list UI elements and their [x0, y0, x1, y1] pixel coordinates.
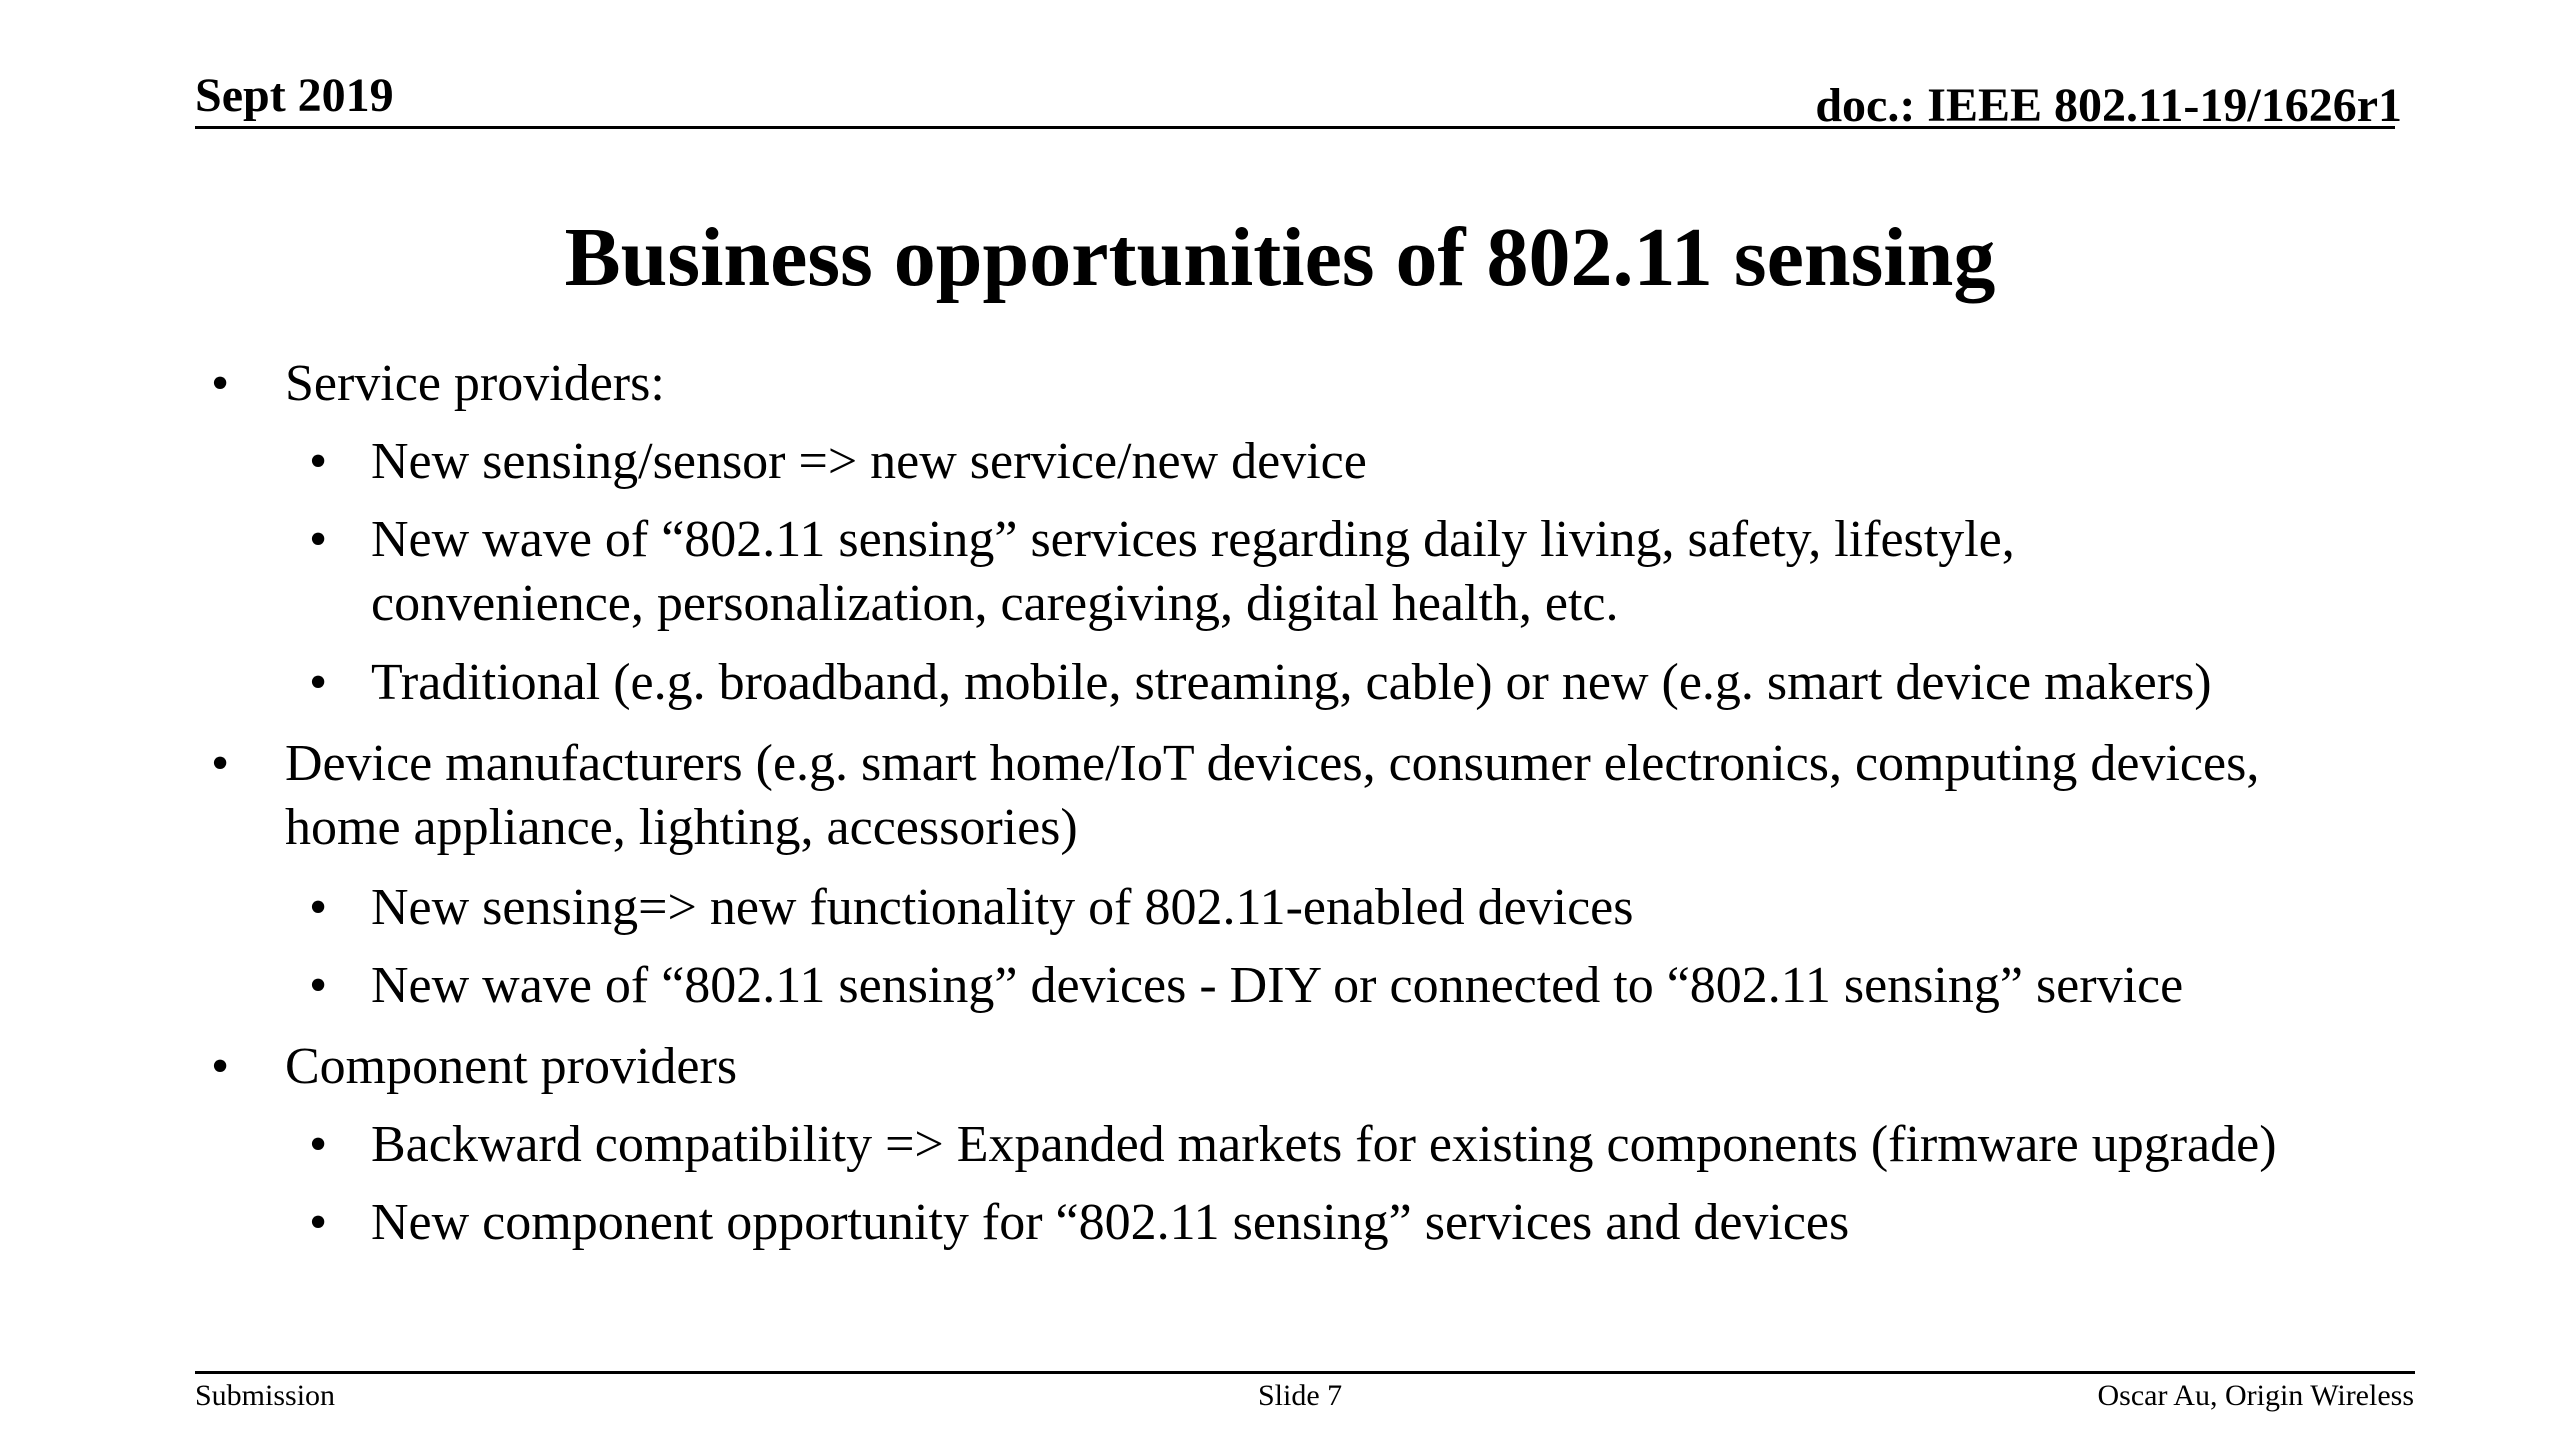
bullet-marker: •: [211, 355, 230, 412]
bullet-marker: •: [309, 957, 328, 1014]
bullet-marker: •: [309, 1116, 328, 1173]
bullet-text: New sensing=> new functionality of 802.11-enabled devices: [371, 879, 1634, 936]
bullet-marker: •: [309, 654, 328, 711]
bullet-text: Traditional (e.g. broadband, mobile, streaming, cable) or new (e.g. smart device makers): [371, 654, 2212, 711]
bullet-text: Service providers:: [285, 355, 665, 412]
bullet-text: Backward compatibility => Expanded markets for existing components (firmware upgrade): [371, 1116, 2277, 1173]
footer-submission: Submission: [195, 1379, 336, 1412]
slide-title: Business opportunities of 802.11 sensing: [564, 211, 1996, 304]
bullet-marker: •: [309, 433, 328, 490]
header-date: Sept 2019: [195, 69, 394, 122]
bullet-marker: •: [309, 1194, 328, 1251]
bullet-marker: •: [309, 879, 328, 936]
footer-slide-number: Slide 7: [1258, 1379, 1343, 1412]
bullet-marker: •: [211, 735, 230, 792]
bullet-text: convenience, personalization, caregiving, digital health, etc.: [371, 575, 1619, 632]
bullet-text: New component opportunity for “802.11 sensing” services and devices: [371, 1194, 1850, 1251]
footer-author: Oscar Au, Origin Wireless: [2097, 1379, 2414, 1412]
header-doc-id: doc.: IEEE 802.11-19/1626r1: [1815, 79, 2402, 132]
footer-divider: [195, 1371, 2415, 1374]
bullet-text: New wave of “802.11 sensing” devices - DIY or connected to “802.11 sensing” service: [371, 957, 2184, 1014]
bullet-text: Device manufacturers (e.g. smart home/IoT devices, consumer electronics, computing devices,: [285, 735, 2260, 792]
bullet-text: New wave of “802.11 sensing” services regarding daily living, safety, lifestyle,: [371, 511, 2015, 568]
bullet-marker: •: [309, 511, 328, 568]
bullet-text: home appliance, lighting, accessories): [285, 799, 1078, 856]
bullet-marker: •: [211, 1038, 230, 1095]
bullet-text: New sensing/sensor => new service/new device: [371, 433, 1367, 490]
bullet-text: Component providers: [285, 1038, 738, 1095]
